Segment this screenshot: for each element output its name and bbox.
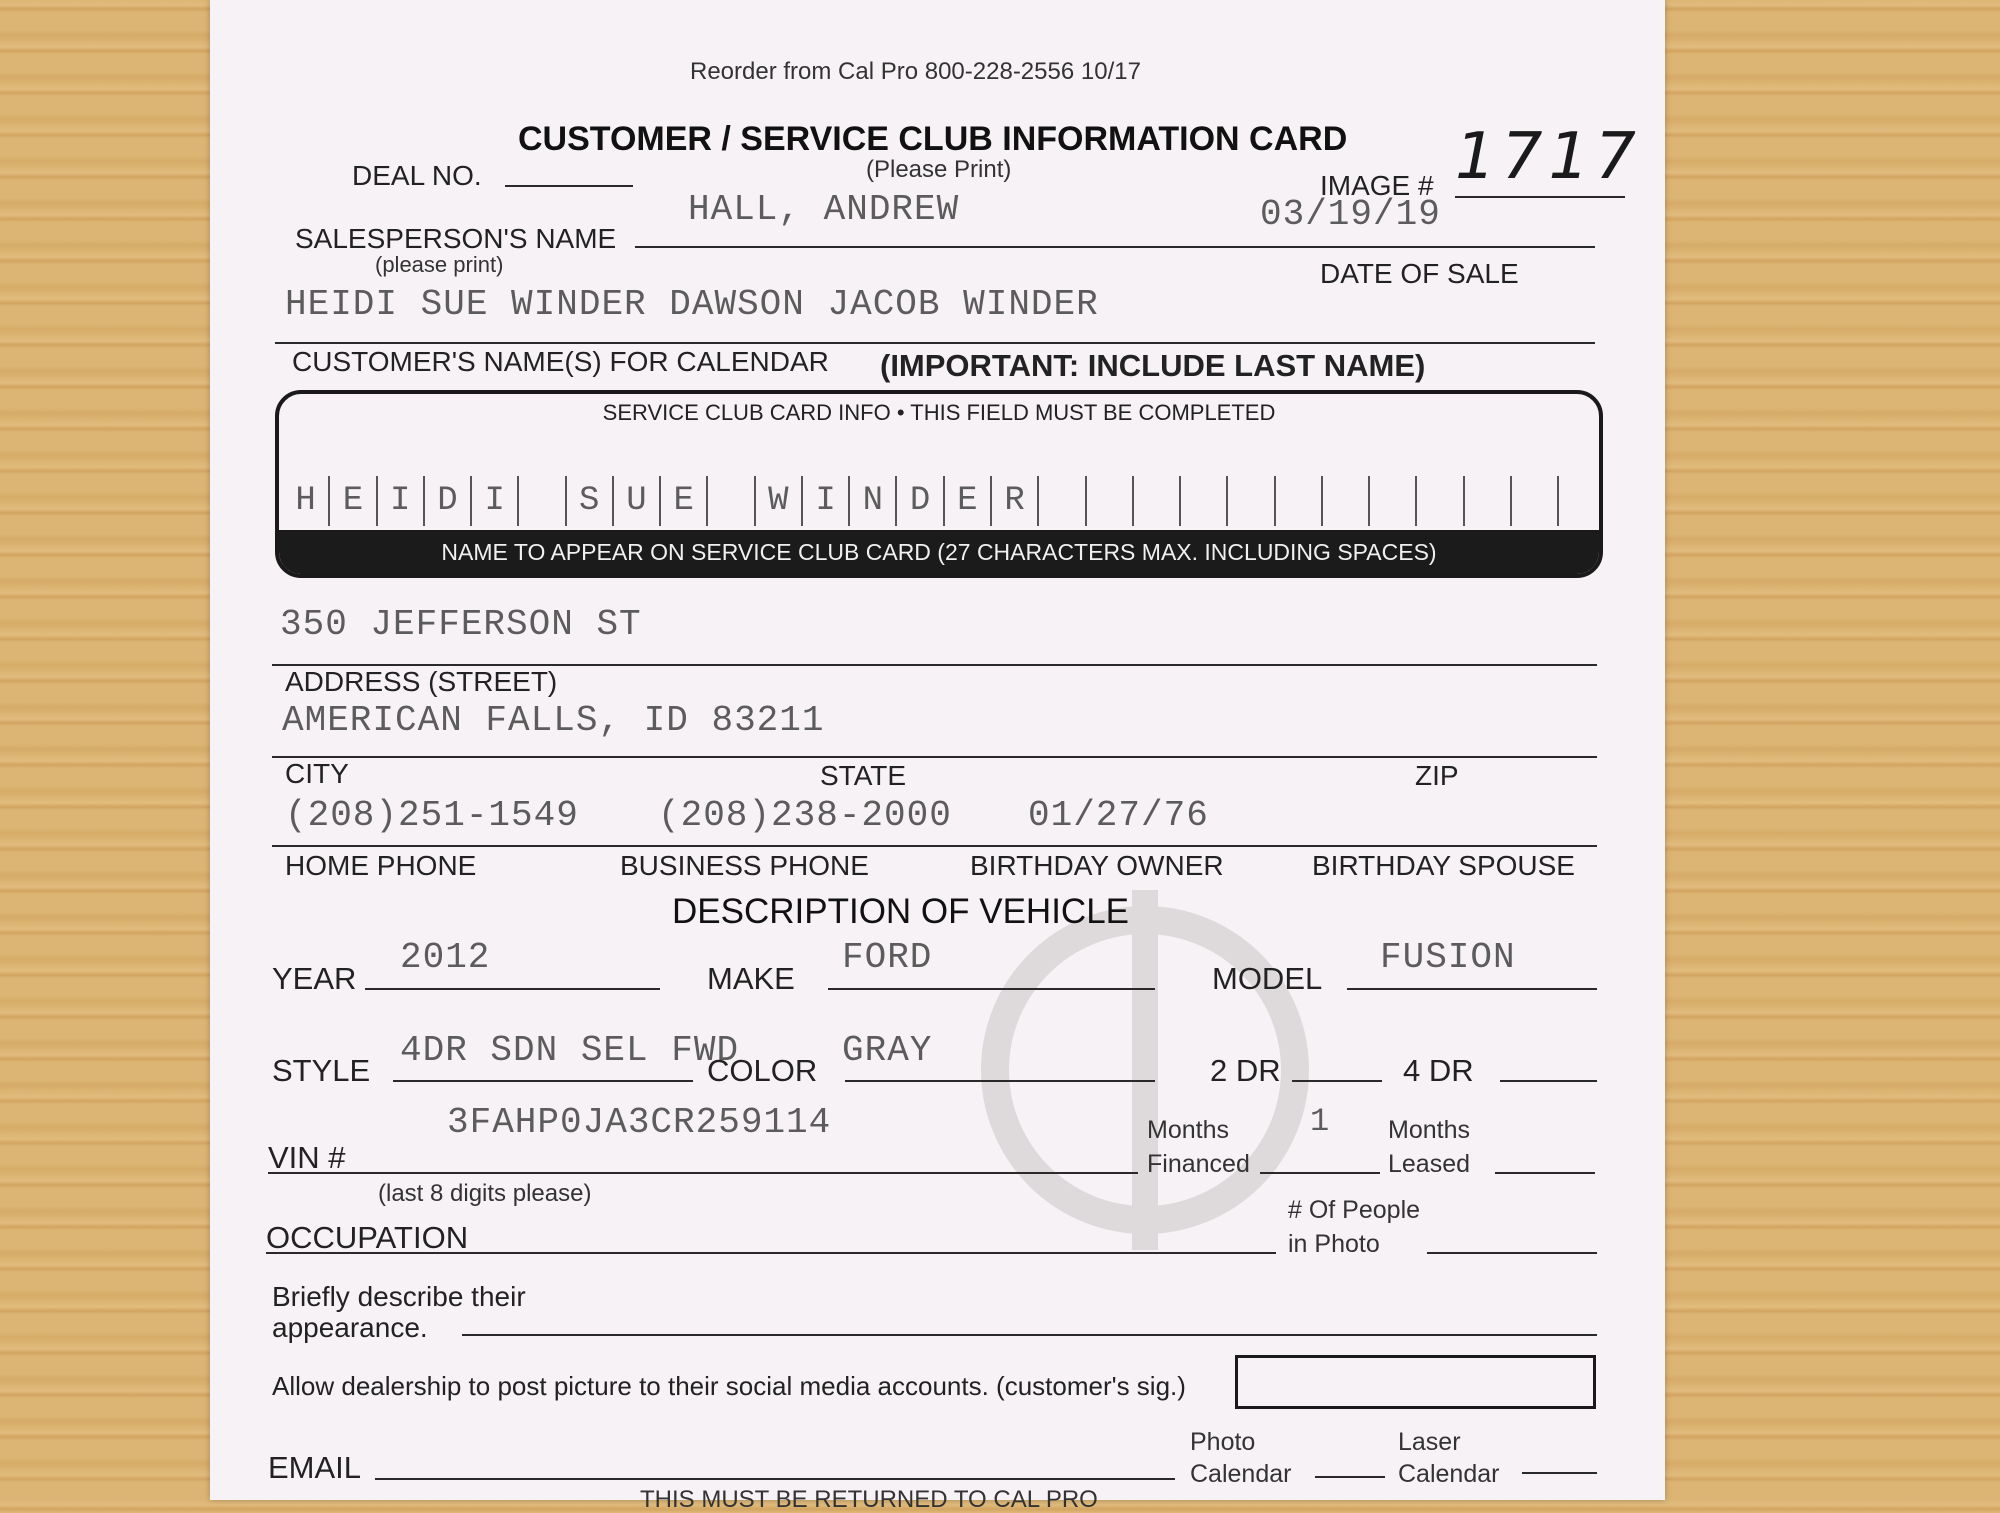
calendar-names-value[interactable]: HEIDI SUE WINDER DAWSON JACOB WINDER [285, 284, 1099, 325]
color-value[interactable]: GRAY [842, 1030, 933, 1071]
photo-calendar-label-top: Photo [1190, 1428, 1256, 1456]
club-card-character-cell[interactable]: H [283, 476, 330, 526]
club-card-character-cell[interactable]: E [661, 476, 708, 526]
model-label: MODEL [1212, 961, 1323, 996]
salesperson-name-value[interactable]: HALL, ANDREW [688, 189, 960, 230]
cal-pro-watermark-logo [965, 870, 1325, 1270]
club-card-character-cell[interactable] [708, 476, 755, 526]
please-print-note: (Please Print) [866, 156, 1012, 183]
info-card [210, 0, 1665, 1500]
business-phone-label: BUSINESS PHONE [620, 850, 869, 881]
color-label: COLOR [707, 1053, 818, 1088]
club-card-character-cell[interactable] [1465, 476, 1512, 526]
calendar-names-line [275, 342, 1595, 344]
club-card-character-cells[interactable] [283, 476, 1559, 526]
club-card-character-cell[interactable]: W [756, 476, 803, 526]
birthday-owner-label: BIRTHDAY OWNER [970, 850, 1224, 881]
card-title: CUSTOMER / SERVICE CLUB INFORMATION CARD [518, 120, 1348, 158]
style-label: STYLE [272, 1053, 371, 1088]
year-value[interactable]: 2012 [400, 937, 491, 978]
date-of-sale-label: DATE OF SALE [1320, 258, 1519, 289]
year-label: YEAR [272, 961, 357, 996]
club-card-character-cell[interactable]: I [472, 476, 519, 526]
image-number-handwritten: 1717 [1455, 120, 1642, 194]
club-card-character-cell[interactable] [1417, 476, 1464, 526]
club-card-character-cell[interactable] [1370, 476, 1417, 526]
photo-calendar-label-bottom: Calendar [1190, 1460, 1292, 1488]
appearance-label-line1: Briefly describe their [272, 1281, 526, 1312]
salesperson-sublabel: (please print) [375, 252, 504, 277]
club-card-character-cell[interactable] [1087, 476, 1134, 526]
club-card-character-cell[interactable]: I [803, 476, 850, 526]
social-media-consent-text: Allow dealership to post picture to their social media accounts. (customer's sig.) [272, 1371, 1186, 1401]
club-card-character-cell[interactable] [1228, 476, 1275, 526]
club-card-character-cell[interactable]: D [425, 476, 472, 526]
months-leased-label-top: Months [1388, 1116, 1470, 1144]
home-phone-value[interactable]: (208)251-1549 [285, 795, 579, 836]
street-value[interactable]: 350 JEFFERSON ST [280, 604, 642, 645]
salesperson-label: SALESPERSON'S NAME [295, 223, 617, 254]
make-value[interactable]: FORD [842, 937, 933, 978]
service-club-band: NAME TO APPEAR ON SERVICE CLUB CARD (27 CHARACTERS MAX. INCLUDING SPACES) [279, 530, 1599, 574]
months-financed-value[interactable]: 1 [1310, 1103, 1331, 1140]
service-club-header: SERVICE CLUB CARD INFO • THIS FIELD MUST BE COMPLETED [602, 400, 1276, 425]
four-door-label: 4 DR [1403, 1053, 1474, 1088]
months-financed-label-top: Months [1147, 1116, 1229, 1144]
two-door-label: 2 DR [1210, 1053, 1281, 1088]
reorder-line: Reorder from Cal Pro 800-228-2556 10/17 [690, 58, 1141, 85]
club-card-character-cell[interactable]: S [567, 476, 614, 526]
street-label: ADDRESS (STREET) [285, 666, 558, 697]
vehicle-section-title: DESCRIPTION OF VEHICLE [672, 892, 1130, 931]
deal-no-label: DEAL NO. [352, 160, 482, 191]
birthday-spouse-label: BIRTHDAY SPOUSE [1312, 850, 1575, 881]
club-card-character-cell[interactable]: I [378, 476, 425, 526]
service-club-card-box [275, 390, 1603, 578]
months-leased-label-bottom: Leased [1388, 1150, 1471, 1178]
months-financed-label-bottom: Financed [1147, 1150, 1250, 1178]
deal-no-line [505, 185, 633, 187]
style-value[interactable]: 4DR SDN SEL FWD [400, 1030, 740, 1071]
vin-note: (last 8 digits please) [378, 1180, 592, 1207]
appearance-label-line2: appearance. [272, 1312, 428, 1343]
club-card-character-cell[interactable]: N [850, 476, 897, 526]
laser-calendar-label-bottom: Calendar [1398, 1460, 1500, 1488]
people-in-photo-label-top: # Of People [1288, 1196, 1421, 1224]
laser-calendar-label-top: Laser [1398, 1428, 1461, 1456]
state-label: STATE [820, 760, 907, 791]
birthday-owner-value[interactable]: 01/27/76 [1028, 795, 1209, 836]
zip-label: ZIP [1415, 760, 1459, 791]
salesperson-line [635, 246, 1595, 248]
club-card-character-cell[interactable]: E [330, 476, 377, 526]
date-of-sale-value[interactable]: 03/19/19 [1260, 194, 1441, 235]
club-card-character-cell[interactable] [1039, 476, 1086, 526]
customer-signature-box[interactable] [1235, 1355, 1596, 1409]
club-card-character-cell[interactable]: E [945, 476, 992, 526]
club-card-character-cell[interactable] [1181, 476, 1228, 526]
club-card-character-cell[interactable] [519, 476, 566, 526]
city-label: CITY [285, 758, 349, 789]
email-label: EMAIL [268, 1450, 362, 1485]
club-card-character-cell[interactable] [1134, 476, 1181, 526]
vin-value[interactable]: 3FAHP0JA3CR259114 [447, 1102, 832, 1143]
make-label: MAKE [707, 961, 795, 996]
calendar-names-label: CUSTOMER'S NAME(S) FOR CALENDAR [292, 346, 829, 377]
club-card-character-cell[interactable]: R [992, 476, 1039, 526]
vin-label: VIN # [268, 1140, 346, 1175]
business-phone-value[interactable]: (208)238-2000 [658, 795, 952, 836]
club-card-character-cell[interactable] [1276, 476, 1323, 526]
club-card-character-cell[interactable] [1323, 476, 1370, 526]
club-card-character-cell[interactable]: U [614, 476, 661, 526]
footer-return-note: THIS MUST BE RETURNED TO CAL PRO [640, 1486, 1098, 1513]
image-number-label: IMAGE # [1320, 170, 1434, 201]
occupation-label: OCCUPATION [266, 1220, 469, 1255]
club-card-character-cell[interactable]: D [897, 476, 944, 526]
model-value[interactable]: FUSION [1380, 937, 1516, 978]
image-number-line [1455, 196, 1625, 198]
club-card-character-cell[interactable] [1512, 476, 1559, 526]
city-state-zip-value[interactable]: AMERICAN FALLS, ID 83211 [282, 700, 825, 741]
home-phone-label: HOME PHONE [285, 850, 477, 881]
people-in-photo-label-bottom: in Photo [1288, 1230, 1380, 1258]
calendar-important-note: (IMPORTANT: INCLUDE LAST NAME) [880, 348, 1426, 383]
